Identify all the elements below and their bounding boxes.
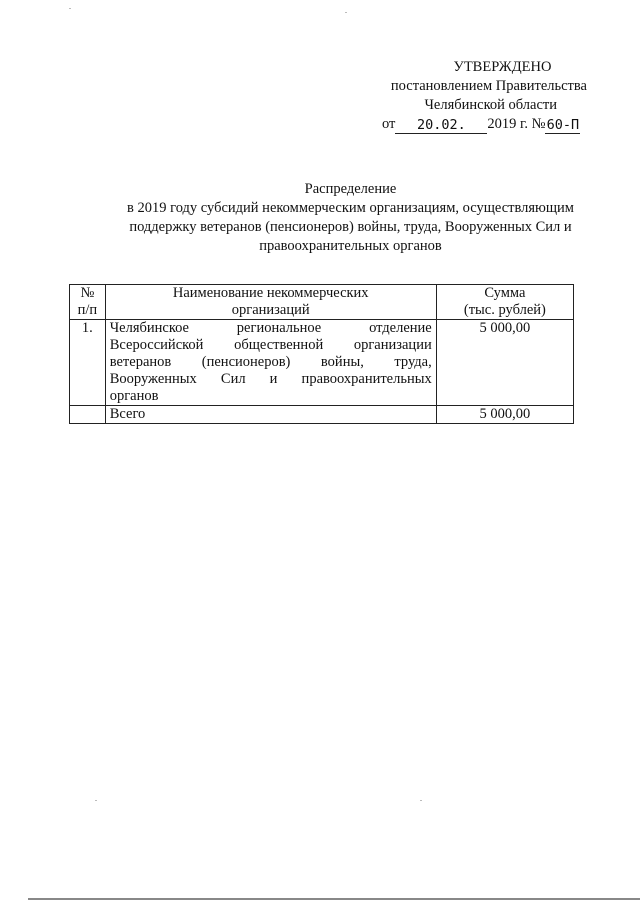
- header-name: [105, 285, 436, 320]
- scan-bottom-edge: [28, 898, 640, 900]
- total-num: [70, 406, 106, 424]
- scan-speck: [345, 12, 347, 13]
- scan-speck: [69, 8, 71, 9]
- row-name-line: Всероссийской общественной организации: [109, 337, 432, 353]
- approval-line-2: Челябинской области: [424, 97, 557, 113]
- scan-speck: [95, 800, 97, 801]
- header-num-line-1: №: [80, 285, 95, 301]
- total-label: Всего: [105, 406, 436, 424]
- approval-date-line: [382, 115, 595, 134]
- header-name-line-1: Наименование некоммерческих: [172, 285, 369, 301]
- header-num: [70, 285, 106, 320]
- approval-number: 60-П: [546, 117, 580, 133]
- approval-line-1: постановлением Правительства: [390, 78, 587, 94]
- scan-speck: [420, 800, 422, 801]
- approval-block: [380, 58, 595, 134]
- row-name-line: органов: [109, 388, 159, 404]
- header-sum-line-1: Сумма: [484, 285, 526, 301]
- header-num-line-2: п/п: [77, 302, 98, 318]
- header-name-line-2: организаций: [231, 302, 310, 318]
- heading-title: Распределение: [304, 181, 397, 197]
- row-sum: 5 000,00: [436, 320, 573, 406]
- approval-date: 20.02.: [395, 117, 487, 134]
- date-prefix: от: [382, 116, 396, 132]
- row-name-line: ветеранов (пенсионеров) войны, труда,: [109, 354, 432, 370]
- row-name-line: Челябинское региональное отделение: [109, 320, 432, 336]
- table-row: [70, 320, 574, 406]
- row-num: 1.: [70, 320, 106, 406]
- row-name-line: Вооруженных Сил и правоохранительных: [109, 371, 432, 387]
- document-heading: [98, 180, 603, 256]
- heading-line-1: в 2019 году субсидий некоммерческим организациям, осуществляющим: [127, 200, 574, 216]
- year-text: 2019 г. №: [487, 116, 546, 132]
- header-sum: [436, 285, 573, 320]
- approval-title: УТВЕРЖДЕНО: [453, 59, 552, 75]
- table-header-row: [70, 285, 574, 320]
- table-total-row: [70, 406, 574, 424]
- row-name: [105, 320, 436, 406]
- total-sum: 5 000,00: [436, 406, 573, 424]
- heading-line-2: поддержку ветеранов (пенсионеров) войны, труда, Вооруженных Сил и: [129, 219, 572, 235]
- header-sum-line-2: (тыс. рублей): [463, 302, 546, 318]
- heading-line-3: правоохранительных органов: [259, 238, 442, 254]
- distribution-table: [69, 284, 574, 424]
